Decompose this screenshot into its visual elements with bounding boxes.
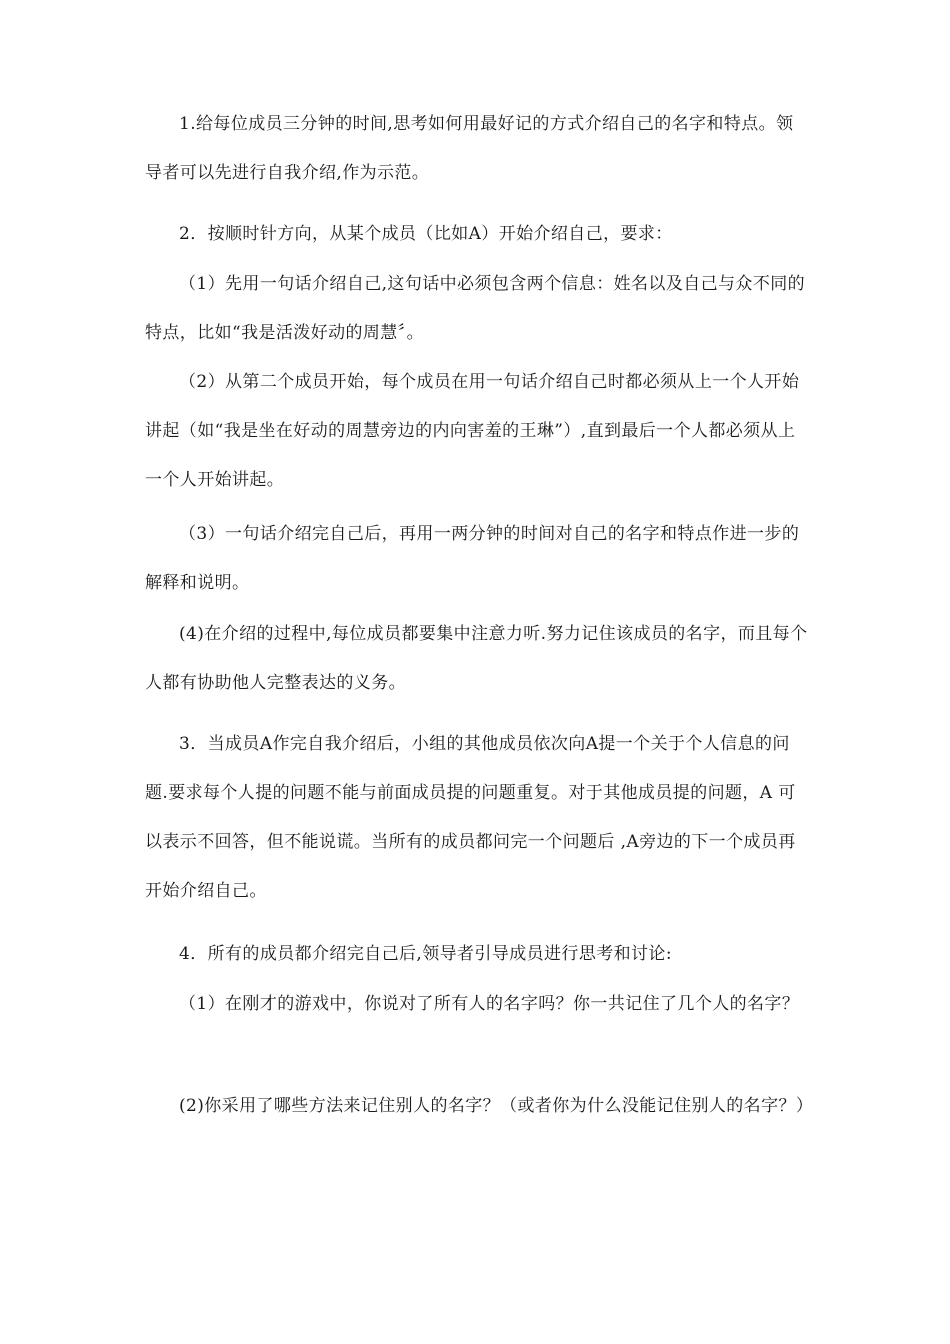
paragraph-step-4: 4．所有的成员都介绍完自己后,领导者引导成员进行思考和讨论: [179, 944, 672, 964]
paragraph-step-4-2: (2)你采用了哪些方法来记住别人的名字？（或者你为什么没能记住别人的名字？） [179, 1096, 814, 1116]
paragraph-step-2-1: （1）先用一句话介绍自己,这句话中必须包含两个信息：姓名以及自己与众不同的特点，比如“我是活泼好动的周慧〞。 [145, 274, 806, 343]
paragraph-step-2-4: (4)在介绍的过程中,每位成员都要集中注意力听.努力记住该成员的名字，而且每个人都有协助他人完整表达的义务。 [145, 624, 808, 693]
paragraph-step-1: 1.给每位成员三分钟的时间,思考如何用最好记的方式介绍自己的名字和特点。领导者可以先进行自我介绍,作为示范。 [145, 114, 794, 183]
paragraph-step-2-2: （2）从第二个成员开始，每个成员在用一句话介绍自己时都必须从上一个人开始讲起（如“我是坐在好动的周慧旁边的内向害羞的王琳”）,直到最后一个人都必须从上一个人开始讲起。 [145, 372, 800, 490]
paragraph-step-2-3: （3）一句话介绍完自己后，再用一两分钟的时间对自己的名字和特点作进一步的解释和说明。 [145, 524, 800, 593]
paragraph-step-3: 3．当成员A作完自我介绍后，小组的其他成员依次向A提一个关于个人信息的问题.要求每个人提的问题不能与前面成员提的问题重复。对于其他成员提的问题，A 可以表示不回答，但不能说谎。当所有的成员都问完一个问题后 ,A旁边的下一个成员再开始介绍自己。 [145, 734, 796, 901]
paragraph-step-2: 2．按顺时针方向，从某个成员（比如A）开始介绍自己，要求： [179, 224, 673, 244]
paragraph-step-4-1: （1）在刚才的游戏中，你说对了所有人的名字吗？你一共记住了几个人的名字？ [179, 994, 800, 1014]
